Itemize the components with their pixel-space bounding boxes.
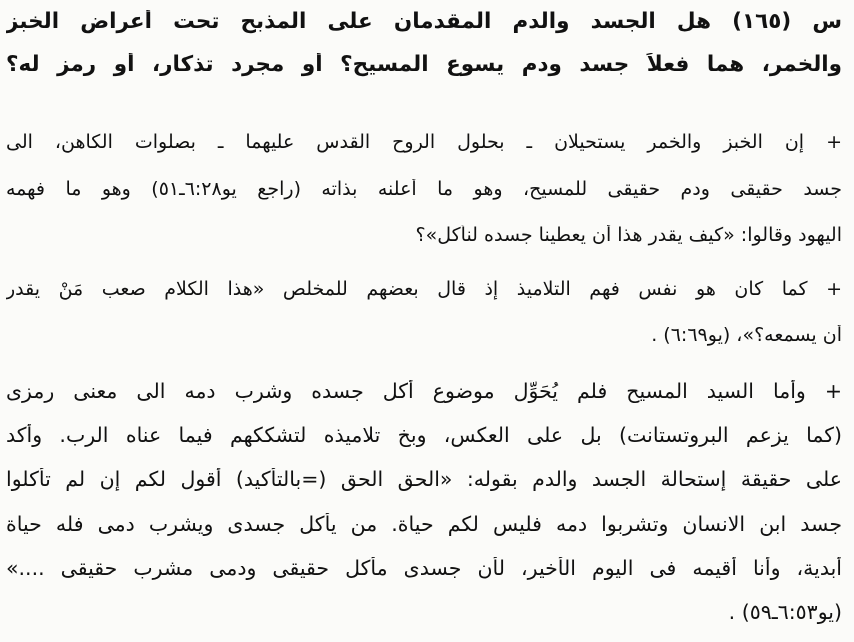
body-line-4: جسد ابن الانسان وتشربوا دمه فليس لكم حياة. من يأكل جسدى ويشرب دمى فله حياة	[6, 513, 842, 536]
answer-line-2: جسد حقيقى ودم حقيقى للمسيح، وهو ما أعلنه بذاته (راجع يو٦:٢٨ـ٥١) وهو ما فهمه	[6, 179, 842, 200]
question-line-1: س (١٦٥) هل الجسد والدم المقدمان على المذبح تحت أعراض الخبز	[6, 10, 842, 34]
body-line-1: + وأما السيد المسيح فلم يُحَوِّل موضوع أكل جسده وشرب دمه الى معنى رمزى	[6, 380, 842, 403]
body-line-3: على حقيقة إستحالة الجسد والدم بقوله: «الحق الحق (=بالتأكيد) أقول لكم إن لم تأكلوا	[6, 468, 842, 491]
body-line-5: أبدية، وأنا أقيمه فى اليوم الأخير، لأن جسدى مأكل حقيقى ودمى مشرب حقيقى ....»	[6, 557, 842, 580]
body-line-6: (يو٦:٥٣ـ٥٩) .	[728, 601, 842, 624]
body-line-2: (كما يزعم البروتستانت) بل على العكس، وبخ تلاميذه لتشككهم فيما عناه الرب. وأكد	[6, 424, 842, 447]
answer-line-3: اليهود وقالوا: «كيف يقدر هذا أن يعطينا جسده لنأكل»؟	[415, 225, 842, 246]
answer-line-5: أن يسمعه؟»، (يو٦:٦٩) .	[651, 325, 842, 346]
answer-line-4: + كما كان هو نفس فهم التلاميذ إذ قال بعضهم للمخلص «هذا الكلام صعب مَنْ يقدر	[6, 279, 842, 300]
question-line-2: والخمر، هما فعلاً جسد ودم يسوع المسيح؟ أو مجرد تذكار، أو رمز له؟	[6, 53, 842, 77]
answer-line-1: + إن الخبز والخمر يستحيلان ـ بحلول الروح القدس عليهما ـ بصلوات الكاهن، الى	[6, 132, 842, 153]
